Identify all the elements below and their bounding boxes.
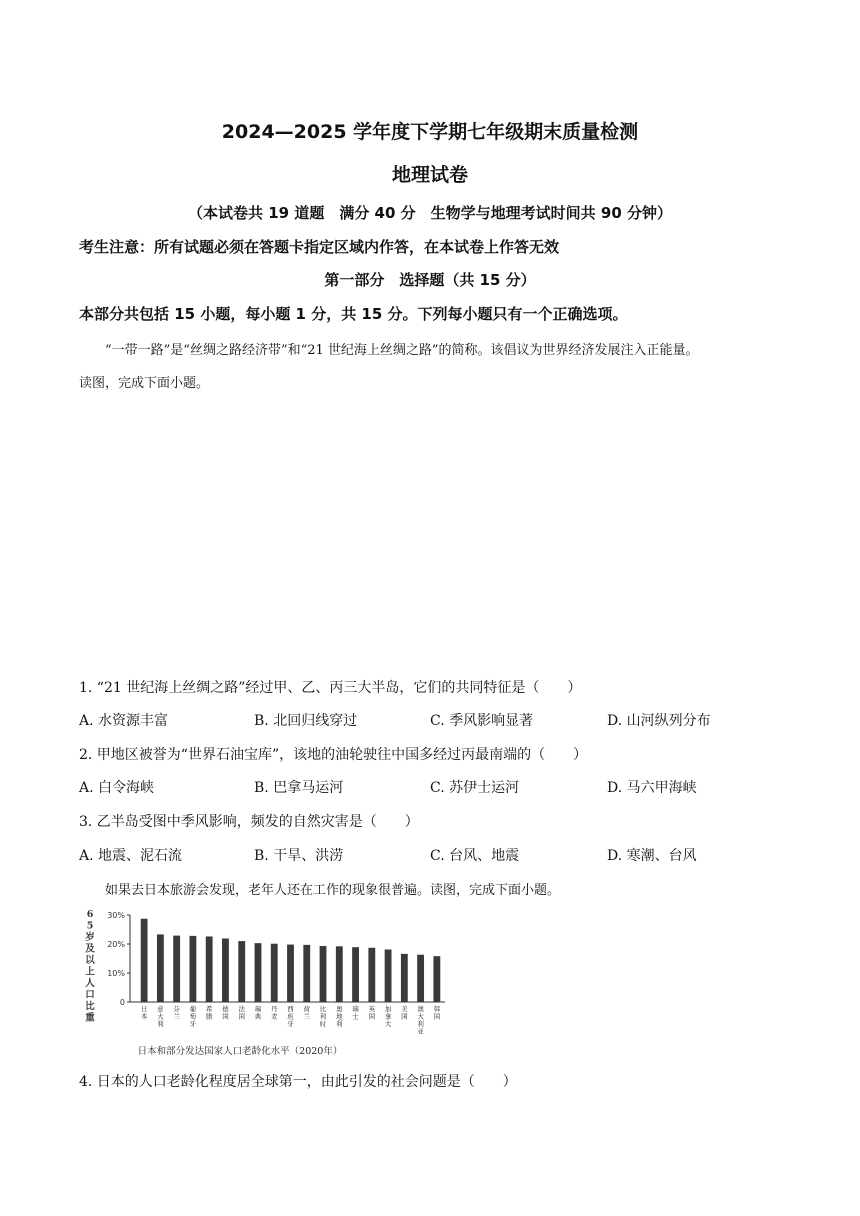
chart-bar bbox=[303, 945, 310, 1002]
chart-ylabel-char: 比 bbox=[85, 1001, 95, 1012]
chart-y-tick-label: 10% bbox=[107, 969, 125, 978]
chart-x-tick-label: 英国 bbox=[368, 1005, 376, 1021]
chart-bar bbox=[336, 946, 343, 1002]
part-instruction: 本部分共包括 15 小题，每小题 1 分，共 15 分。下列每小题只有一个正确选项。 bbox=[79, 305, 628, 323]
chart-y-tick-label: 20% bbox=[107, 940, 125, 949]
passage2-line1: 如果去日本旅游会发现，老年人还在工作的现象很普遍。读图，完成下面小题。 bbox=[105, 883, 561, 898]
chart-ylabel-char: 以 bbox=[85, 955, 95, 966]
chart-ylabel-char: 上 bbox=[85, 966, 95, 978]
chart-ylabel-char: 口 bbox=[85, 989, 95, 1001]
exam-info: （本试卷共 19 道题 满分 40 分 生物学与地理考试时间共 90 分钟） bbox=[188, 204, 672, 222]
chart-bar bbox=[401, 954, 408, 1002]
chart-bar bbox=[385, 950, 392, 1002]
chart-ylabel-char: 人 bbox=[85, 978, 95, 989]
chart-y-tick-label: 0 bbox=[119, 998, 125, 1007]
chart-bar bbox=[352, 947, 359, 1002]
chart-bar bbox=[368, 948, 375, 1002]
chart-xlabels bbox=[141, 1004, 441, 1036]
chart-ylabel-char: 及 bbox=[85, 943, 95, 955]
question-3-option-d: D. 寒潮、台风 bbox=[607, 848, 697, 864]
question-2-option-c: C. 苏伊士运河 bbox=[430, 780, 520, 796]
question-3-option-c: C. 台风、地震 bbox=[430, 848, 520, 864]
chart-ylabel bbox=[85, 909, 95, 1024]
question-2-option-d: D. 马六甲海峡 bbox=[607, 780, 697, 796]
chart-bar bbox=[190, 936, 197, 1002]
chart-bar bbox=[271, 944, 278, 1002]
chart-bar bbox=[320, 946, 327, 1002]
aging-chart bbox=[80, 905, 460, 1060]
question-4-stem: 4. 日本的人口老龄化程度居全球第一，由此引发的社会问题是（ ） bbox=[79, 1074, 517, 1090]
chart-x-tick-label: 丹麦 bbox=[270, 1005, 278, 1021]
chart-ylabel-char: 岁 bbox=[85, 932, 95, 943]
chart-x-tick-label: 意大利 bbox=[157, 1005, 164, 1028]
chart-x-tick-label: 比利时 bbox=[319, 1005, 327, 1028]
chart-x-tick-label: 加拿大 bbox=[384, 1005, 392, 1028]
question-1-option-d: D. 山河纵列分布 bbox=[607, 713, 711, 729]
question-3-stem: 3. 乙半岛受图中季风影响，频发的自然灾害是（ ） bbox=[79, 814, 419, 830]
question-1-option-b: B. 北回归线穿过 bbox=[254, 713, 358, 729]
chart-x-tick-label: 荷兰 bbox=[303, 1005, 311, 1021]
question-3-option-a: A. 地震、泥石流 bbox=[79, 848, 183, 864]
chart-x-tick-label: 西班牙 bbox=[287, 1005, 294, 1028]
exam-title: 2024—2025 学年度下学期七年级期末质量检测 bbox=[221, 121, 639, 143]
chart-bars bbox=[141, 919, 441, 1002]
chart-bar bbox=[255, 943, 262, 1002]
question-2-option-b: B. 巴拿马运河 bbox=[254, 780, 344, 796]
chart-y-tick-label: 30% bbox=[107, 911, 125, 920]
chart-bar bbox=[433, 956, 440, 1002]
chart-x-tick-label: 瑞典 bbox=[254, 1005, 262, 1021]
chart-bar bbox=[287, 945, 294, 1002]
chart-x-tick-label: 法国 bbox=[238, 1005, 245, 1021]
chart-x-tick-label: 希腊 bbox=[205, 1005, 213, 1021]
chart-x-tick-label: 奥地利 bbox=[336, 1005, 343, 1028]
chart-title: 日本和部分发达国家人口老龄化水平（2020年） bbox=[137, 1046, 343, 1057]
chart-bar bbox=[206, 936, 213, 1002]
chart-bar bbox=[141, 919, 148, 1002]
chart-x-tick-label: 日本 bbox=[140, 1005, 148, 1021]
question-2-stem: 2. 甲地区被誉为“世界石油宝库”，该地的油轮驶往中国多经过丙最南端的（ ） bbox=[79, 747, 588, 763]
exam-notice: 考生注意：所有试题必须在答题卡指定区域内作答，在本试卷上作答无效 bbox=[79, 238, 560, 256]
question-1-option-a: A. 水资源丰富 bbox=[79, 713, 169, 729]
chart-ylabel-char: 5 bbox=[86, 920, 94, 932]
chart-ylabel-char: 6 bbox=[86, 909, 94, 920]
aging-bar-chart bbox=[80, 905, 460, 1060]
chart-bar bbox=[417, 955, 424, 1002]
question-2-option-a: A. 白令海峡 bbox=[79, 780, 155, 796]
chart-bar bbox=[173, 936, 180, 1002]
chart-x-tick-label: 瑞士 bbox=[352, 1005, 359, 1021]
chart-x-tick-label: 澳大利亚 bbox=[417, 1005, 424, 1036]
chart-bar bbox=[157, 934, 164, 1002]
chart-x-tick-label: 美国 bbox=[401, 1005, 408, 1021]
chart-x-tick-label: 葡萄牙 bbox=[189, 1005, 197, 1028]
question-3-option-b: B. 干旱、洪涝 bbox=[254, 848, 344, 864]
chart-ylabel-char: 重 bbox=[85, 1012, 95, 1024]
question-1-stem: 1. “21 世纪海上丝绸之路”经过甲、乙、丙三大半岛，它们的共同特征是（ ） bbox=[79, 680, 582, 696]
chart-x-tick-label: 韩国 bbox=[433, 1005, 441, 1021]
passage1-line2: 读图，完成下面小题。 bbox=[79, 376, 210, 391]
chart-bar bbox=[238, 941, 245, 1002]
chart-x-tick-label: 德国 bbox=[222, 1005, 229, 1021]
chart-x-tick-label: 芬兰 bbox=[173, 1005, 180, 1021]
chart-bar bbox=[222, 938, 229, 1002]
exam-subtitle: 地理试卷 bbox=[391, 164, 468, 186]
question-1-option-c: C. 季风影响显著 bbox=[430, 713, 534, 729]
part-heading: 第一部分 选择题（共 15 分） bbox=[324, 271, 536, 289]
passage1-line1: “一带一路”是“丝绸之路经济带”和“21 世纪海上丝绸之路”的简称。该倡议为世界经济发展注入正能量。 bbox=[105, 343, 699, 358]
